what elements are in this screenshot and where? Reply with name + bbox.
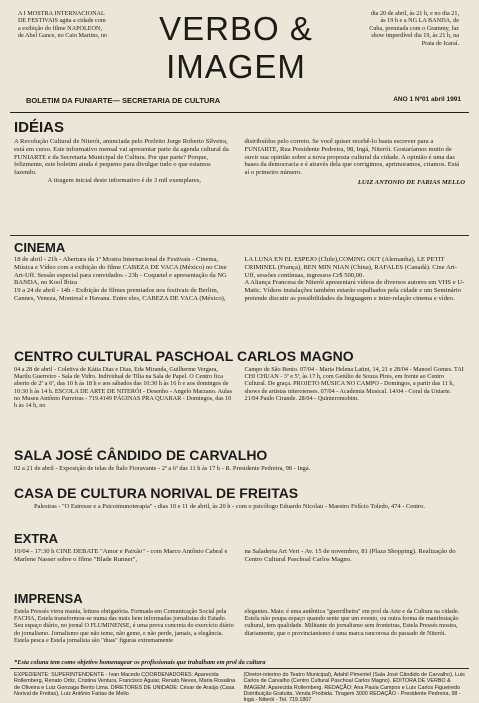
paragraph: A Aliança Francesa de Niterói apresentará vídeos de diversos autores em VHS e U-Matic. Vídeos instalações também estarão espalhados pela cidade e um Seminário pretende discutir as possibilidades da linguagem e inter-relação cinema e vídeo. [244,279,465,302]
divider [10,235,469,236]
section-heading: IMPRENSA [14,591,83,606]
section-extra [6,531,473,589]
section-norival [6,485,473,529]
credits-footer [6,669,473,703]
credits-column: (Diretor-interino do Teatro Municipal), Adahil Pimentel (Sala José Cândido de Carvalho), Luis Carlos de Carvalho (Centro Cultural Paschoal Carlos Magno). EDITORA DE VERBO & IMAGEM: Aparecida Rollemberg. REDAÇÃO: Ana Paula Campos e Luis Carlos Figueiredo Distribuição Gratuita. Venda Proibida. Tiragem 3000 REDAÇÃO - Presidente Pedreira, 98 - Ingá - Niterói - Tel. 719.1807 [243,672,465,703]
divider [10,112,469,113]
section-body [14,608,465,644]
paragraph: 04 a 28 de abril - Coletiva de Kátia Dias e Dias, Eda Miranda, Guilherme Vergara, Marilu Guerreiro - Sala de Vidro. Individual de Tilia na Sala de Papel. O Centro fica aberto de 2ª a 6ª, das 10 h às 18 h e aos sábados das 10:30 h às 16 h e aos domingos de 10:30 h às 14 h. ESCOLA DE ARTE DE NITERÓI - Desenho - Angelo Marzano. Aulas no Museu Antônio Parreiras - 719.4149 PÁGINAS PRA QUARAR - Domingos, das 10 h às 14 h, no [14,366,233,410]
paragraph: Estela Pressés virou mania, leitura obrigatória. Formada em Comunicação Social pela FACHA, Estela transformou-se numa das mais bem informadas jornalistas do Estado. Seu espaço diário, no jornal O FLUMINENSE, é uma prova concreta do exercício diário do jornalismo. Jornalismo que não teme, não geme, e não perde, jamais, a elegância. Estela pesca e Estela jornalista são "duas" figuras extremamente [14,608,234,644]
section-body [14,256,465,303]
section-sala [6,447,473,483]
section-heading: SALA JOSÉ CÂNDIDO DE CARVALHO [14,447,268,463]
paragraph: Palestras - "O Estresse e a Psicoimunoterapia" - dias 10 e 11 de abril, às 20 h - com o psicólogo Eduardo Nicolau - Maestro Felício Toledo, 474 - Centro. [34,503,425,510]
paragraph: elegantes. Mais: é uma autêntica "guerrilheira" em prol da Arte e da Cultura na cidade. Estela não poupa espaço quando sente que um evento, ou outra forma de manifestação cultural, tem qualidade. Militante do jornalismo sem fronteiras, Estela Pressés mostra, diariamente, que o provincianismo é uma marca rancorosa do passado de Niterói. [244,608,460,637]
signature: LUIZ ANTONIO DE FARIAS MELLO [357,178,465,186]
paragraph: A tiragem inicial deste informativo é de 3 mil exemplares, [47,176,201,184]
paragraph: distribuídos pelo correio. Se você quiser recebê-lo basta escrever para a FUNIARTE, Rua Presidente Pedreira, 98, Ingá, Niterói. Gostaríamos muito de ouvir sua opinião sobre a nova proposta cultural da cidade. A opinião é uma das bases da democracia e é através dela que corrigimos, aprimoramos, criamos. Está aí o primeiro número. [244,138,460,177]
masthead [6,0,473,112]
paragraph: na Saladeria Art Vert - Av. 15 de novembro, 81 (Plaza Shopping). Realização do Centro Cultural Paschoal Carlos Magno. [244,548,456,563]
section-heading: CENTRO CULTURAL PASCHOAL CARLOS MAGNO [14,348,354,364]
newsletter-subtitle: BOLETIM DA FUNIARTE— SECRETARIA DE CULTURA [26,96,221,105]
section-paschoal [6,348,473,445]
section-heading: CASA DE CULTURA NORIVAL DE FREITAS [14,485,299,501]
paragraph: A Revolução Cultural de Niterói, anunciada pelo Prefeito Jorge Roberto Silveira, está em curso. Este informativo mensal vai apresentar parte da agenda cultural da FUNIARTE e da Secretaria Municipal de Cultura. Por que parte? Porque, felizmente, este boletim ainda é pequeno para divulgar tudo o que estamos fazendo. [14,138,229,177]
newsletter-title: VERBO & IMAGEM [159,10,313,85]
section-imprensa [6,591,473,657]
section-body [14,548,465,564]
section-body [14,366,465,409]
section-heading: IDÉIAS [14,119,65,136]
masthead-right-blurb: dia 20 de abril, às 21 h, e no dia 21, às 19 h e a NG LA BANDA, de Cuba, premiada com o Grammy, faz show imperdível dia 19, às 21 h, na Praia de Icaraí. [369,10,459,47]
paragraph: 19 a 24 de abril - 14h - Exibição de filmes premiados nos festivais de Berlim, Cannes, Veneza, Montreal e Havana. Entre eles, CABEZA DE VACA (México), [14,287,226,302]
paragraph: 18 de abril - 21h - Abertura da 1ª Mostra Internacional de Festivais - Cinema, Música e Vídeo com a exibição do filme CABEZA DE VACA (México) no Cine Art-Uff. Sessão especial para convidados - 23h - Coquetel e apresentação da NG BANDA, no Kool Ibiza [14,256,227,287]
paragraph: 02 a 21 de abril - Exposição de telas de Ítalo Fioravante - 2ª a 6ª das 11 h às 17 h - R. Presidente Pedreira, 98 - Ingá. [14,465,311,472]
credits-column: EXPEDIENTE: SUPERINTENDENTE - Ivan Macedo COORDENADORES: Aparecida Rollemberg, Renato Ortiz, Cristina Ventura, Francisco Aguiar, Renato Neves, Maria Rosalina de Oliveira e Luiz Gonzaga Bento Lima. DIRETORES DE UNIDADE: César de Araújo (Casa Norival de Freitas), Luiz Antônio Farias de Mello [14,672,236,697]
paragraph: 10/04 - 17:30 h CINE DEBATE "Amor e Paixão" - com Marco Antônio Cabral e Marlene Nasser sobre o filme "Blade Runner", [14,548,228,563]
paragraph: Campo de São Bento. 07/04 - Maria Helena Latini, 14, 21 e 28/04 - Manoel Gomes. TAI CHI CHUAN - 3ª e 5ª, às 17 h, com Getúlio de Souza Pires, em frente ao Centro Cultural. De graça. PROJETO MÚSICA NO CAMPO - Domingos, a partir das 11 h, shows de artistas niteroienses. 07/04 - Academia Musical. 14/04 - Coral da Uniarte. 21/04 Paulo Cirande. 28/04 - Quinteromobim. [244,366,464,402]
column-note: *Esta coluna tem como objetivo homenagear os profissionais que trabalham em prol da cultura [14,659,266,666]
masthead-left-blurb: A I MOSTRA INTERNACIONAL DE FESTIVAIS agita a cidade com a exibição do filme NAPOLEON, de Abel Gance, no Caio Martins, no [18,10,108,40]
section-heading: EXTRA [14,531,59,546]
section-heading: CINEMA [14,240,66,255]
issue-info: ANO 1 Nº01 abril 1991 [393,96,461,103]
section-ideias [6,119,473,235]
section-body [14,138,465,187]
section-cinema [6,240,473,346]
paragraph: LA LUNA EN EL ESPEJO (Chile),COMING OUT (Alemanha), LE PETIT CRIMINEL (França), BEN MIN NIAN (China), RAFALES (Canadá). Cine Art-Uff, sessões contínuas, ingressos Cr$ 500,00. [244,256,457,279]
